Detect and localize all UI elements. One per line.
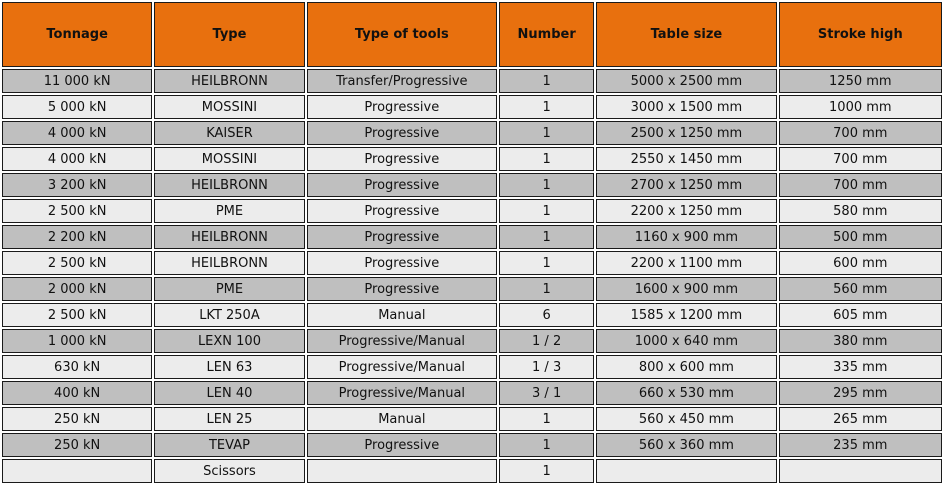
cell-tonnage: 2 500 kN <box>2 251 152 275</box>
cell-type-of-tools: Progressive <box>307 147 497 171</box>
cell-table-size: 2500 x 1250 mm <box>596 121 776 145</box>
table-row <box>2 147 942 171</box>
cell-tonnage: 250 kN <box>2 407 152 431</box>
cell-type-of-tools: Progressive <box>307 121 497 145</box>
header-type: Type <box>154 2 304 67</box>
cell-tonnage: 2 500 kN <box>2 199 152 223</box>
cell-stroke-high: 700 mm <box>779 147 942 171</box>
cell-table-size: 1160 x 900 mm <box>596 225 776 249</box>
cell-tonnage: 4 000 kN <box>2 121 152 145</box>
table-header-row <box>2 2 942 67</box>
table-row <box>2 95 942 119</box>
header-number: Number <box>499 2 594 67</box>
cell-stroke-high: 1250 mm <box>779 69 942 93</box>
table-row <box>2 381 942 405</box>
cell-type-of-tools: Progressive <box>307 199 497 223</box>
cell-type-of-tools: Progressive <box>307 277 497 301</box>
cell-table-size: 560 x 360 mm <box>596 433 776 457</box>
table-row <box>2 407 942 431</box>
table-row <box>2 303 942 327</box>
cell-type-of-tools: Progressive <box>307 225 497 249</box>
cell-number: 1 <box>499 173 594 197</box>
table-row <box>2 199 942 223</box>
cell-stroke-high: 605 mm <box>779 303 942 327</box>
cell-type-of-tools: Progressive <box>307 251 497 275</box>
cell-number: 1 <box>499 199 594 223</box>
cell-stroke-high: 580 mm <box>779 199 942 223</box>
table-row <box>2 225 942 249</box>
table-row <box>2 459 942 483</box>
cell-type: HEILBRONN <box>154 173 304 197</box>
cell-type-of-tools: Progressive <box>307 433 497 457</box>
cell-number: 1 <box>499 95 594 119</box>
cell-stroke-high: 600 mm <box>779 251 942 275</box>
cell-tonnage: 3 200 kN <box>2 173 152 197</box>
table-row <box>2 329 942 353</box>
cell-stroke-high: 560 mm <box>779 277 942 301</box>
cell-tonnage: 400 kN <box>2 381 152 405</box>
cell-tonnage: 1 000 kN <box>2 329 152 353</box>
cell-stroke-high: 295 mm <box>779 381 942 405</box>
table-row <box>2 355 942 379</box>
cell-type-of-tools: Manual <box>307 303 497 327</box>
cell-tonnage: 2 500 kN <box>2 303 152 327</box>
cell-type-of-tools: Progressive <box>307 95 497 119</box>
cell-table-size: 1000 x 640 mm <box>596 329 776 353</box>
cell-type-of-tools: Manual <box>307 407 497 431</box>
cell-tonnage: 630 kN <box>2 355 152 379</box>
header-tonnage: Tonnage <box>2 2 152 67</box>
cell-number: 3 / 1 <box>499 381 594 405</box>
cell-table-size: 3000 x 1500 mm <box>596 95 776 119</box>
cell-table-size: 2550 x 1450 mm <box>596 147 776 171</box>
cell-number: 1 <box>499 225 594 249</box>
cell-type: MOSSINI <box>154 95 304 119</box>
cell-type: LEN 63 <box>154 355 304 379</box>
header-stroke-high: Stroke high <box>779 2 942 67</box>
cell-number: 1 <box>499 407 594 431</box>
cell-number: 1 <box>499 251 594 275</box>
cell-stroke-high: 700 mm <box>779 173 942 197</box>
cell-type-of-tools <box>307 459 497 483</box>
cell-type: PME <box>154 199 304 223</box>
cell-table-size: 2200 x 1100 mm <box>596 251 776 275</box>
cell-number: 1 <box>499 69 594 93</box>
cell-number: 1 <box>499 277 594 301</box>
cell-type: PME <box>154 277 304 301</box>
header-table-size: Table size <box>596 2 776 67</box>
cell-type: HEILBRONN <box>154 225 304 249</box>
cell-type-of-tools: Transfer/Progressive <box>307 69 497 93</box>
cell-table-size: 1600 x 900 mm <box>596 277 776 301</box>
cell-tonnage: 4 000 kN <box>2 147 152 171</box>
cell-tonnage: 2 200 kN <box>2 225 152 249</box>
table-row <box>2 69 942 93</box>
cell-stroke-high <box>779 459 942 483</box>
cell-stroke-high: 235 mm <box>779 433 942 457</box>
cell-number: 1 <box>499 147 594 171</box>
table-row <box>2 173 942 197</box>
header-type-of-tools: Type of tools <box>307 2 497 67</box>
table-row <box>2 277 942 301</box>
table-row <box>2 433 942 457</box>
cell-table-size <box>596 459 776 483</box>
cell-type: Scissors <box>154 459 304 483</box>
cell-table-size: 660 x 530 mm <box>596 381 776 405</box>
cell-stroke-high: 700 mm <box>779 121 942 145</box>
cell-number: 1 / 2 <box>499 329 594 353</box>
cell-stroke-high: 380 mm <box>779 329 942 353</box>
cell-stroke-high: 500 mm <box>779 225 942 249</box>
cell-type: LEXN 100 <box>154 329 304 353</box>
cell-number: 1 <box>499 459 594 483</box>
cell-stroke-high: 1000 mm <box>779 95 942 119</box>
cell-type: LEN 40 <box>154 381 304 405</box>
cell-type-of-tools: Progressive/Manual <box>307 329 497 353</box>
cell-type: MOSSINI <box>154 147 304 171</box>
cell-number: 6 <box>499 303 594 327</box>
table-row <box>2 121 942 145</box>
cell-number: 1 <box>499 433 594 457</box>
cell-stroke-high: 335 mm <box>779 355 942 379</box>
cell-stroke-high: 265 mm <box>779 407 942 431</box>
cell-number: 1 / 3 <box>499 355 594 379</box>
cell-table-size: 2700 x 1250 mm <box>596 173 776 197</box>
table-body <box>2 69 942 483</box>
cell-type-of-tools: Progressive <box>307 173 497 197</box>
cell-type: HEILBRONN <box>154 69 304 93</box>
cell-table-size: 560 x 450 mm <box>596 407 776 431</box>
cell-table-size: 800 x 600 mm <box>596 355 776 379</box>
cell-tonnage: 5 000 kN <box>2 95 152 119</box>
table-row <box>2 251 942 275</box>
cell-table-size: 5000 x 2500 mm <box>596 69 776 93</box>
cell-table-size: 2200 x 1250 mm <box>596 199 776 223</box>
cell-type: LEN 25 <box>154 407 304 431</box>
cell-type: HEILBRONN <box>154 251 304 275</box>
cell-number: 1 <box>499 121 594 145</box>
cell-type: KAISER <box>154 121 304 145</box>
cell-tonnage: 2 000 kN <box>2 277 152 301</box>
cell-tonnage: 11 000 kN <box>2 69 152 93</box>
cell-tonnage <box>2 459 152 483</box>
cell-type-of-tools: Progressive/Manual <box>307 355 497 379</box>
cell-tonnage: 250 kN <box>2 433 152 457</box>
cell-type: TEVAP <box>154 433 304 457</box>
cell-type-of-tools: Progressive/Manual <box>307 381 497 405</box>
cell-type: LKT 250A <box>154 303 304 327</box>
cell-table-size: 1585 x 1200 mm <box>596 303 776 327</box>
